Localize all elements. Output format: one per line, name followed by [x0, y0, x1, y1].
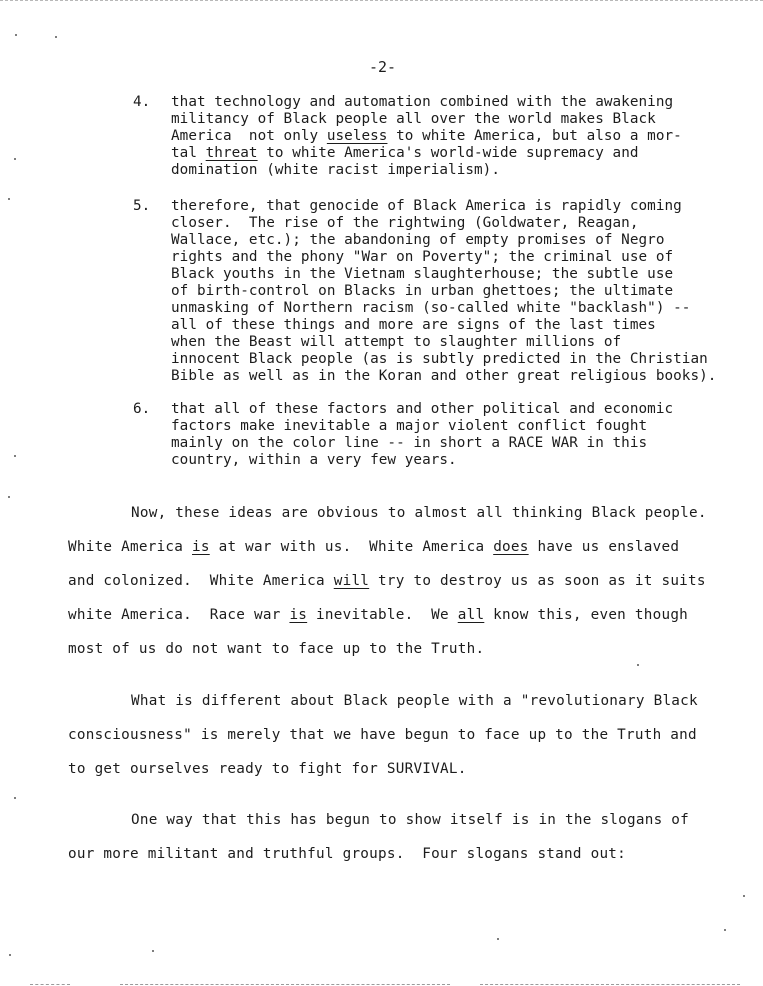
- scan-speck: [724, 929, 726, 931]
- underlined-word: all: [457, 607, 485, 623]
- text-line: mainly on the color line -- in short a RACE WAR in this: [171, 435, 648, 451]
- underlined-word: is: [289, 607, 308, 623]
- scan-speck: [14, 797, 16, 799]
- text-line: that all of these factors and other political and economic: [171, 401, 674, 417]
- text-line: tal threat to white America's world-wide supremacy and: [171, 145, 639, 161]
- underlined-word: is: [192, 539, 210, 555]
- scan-speck: [14, 158, 16, 160]
- item-number: 5.: [133, 198, 151, 214]
- text-line: White America is at war with us. White America does have us enslaved: [68, 539, 680, 555]
- scan-speck: [55, 36, 57, 38]
- text-line: to get ourselves ready to fight for SURVIVAL.: [68, 761, 467, 777]
- text-line: factors make inevitable a major violent conflict fought: [171, 418, 648, 434]
- scan-speck: [152, 950, 154, 952]
- text-line: America not only useless to white America, but also a mor-: [171, 128, 682, 144]
- text-line: unmasking of Northern racism (so-called white "backlash") --: [171, 300, 691, 316]
- text-line: innocent Black people (as is subtly predicted in the Christian: [171, 351, 708, 367]
- text-line: domination (white racist imperialism).: [171, 162, 500, 178]
- scan-speck: [9, 954, 11, 956]
- body-paragraph: [68, 684, 748, 786]
- underlined-word: does: [493, 539, 529, 555]
- page-bottom-edge: [480, 984, 740, 985]
- item-text: [171, 401, 673, 469]
- text-line: rights and the phony "War on Poverty"; the criminal use of: [171, 249, 674, 265]
- page-bottom-edge: [30, 984, 70, 985]
- item-text: [171, 198, 716, 385]
- text-line: of birth-control on Blacks in urban ghettoes; the ultimate: [171, 283, 674, 299]
- text-line: What is different about Black people with a "revolutionary Black: [131, 693, 698, 709]
- page-bottom-edge: [120, 984, 450, 985]
- text-line: closer. The rise of the rightwing (Goldwater, Reagan,: [171, 215, 639, 231]
- scan-speck: [8, 198, 10, 200]
- scan-speck: [637, 664, 639, 666]
- page-top-edge: [0, 0, 763, 1]
- text-line: One way that this has begun to show itself is in the slogans of: [131, 812, 690, 828]
- underlined-word: will: [333, 573, 370, 589]
- text-line: consciousness" is merely that we have begun to face up to the Truth and: [68, 727, 697, 743]
- body-paragraph: [68, 803, 748, 871]
- text-line: and colonized. White America will try to destroy us as soon as it suits: [68, 573, 706, 589]
- text-line: when the Beast will attempt to slaughter millions of: [171, 334, 622, 350]
- underlined-word: useless: [326, 128, 388, 144]
- body-paragraph: [68, 496, 748, 666]
- text-line: that technology and automation combined with the awakening: [171, 94, 674, 110]
- scan-speck: [15, 34, 17, 36]
- item-number: 4.: [133, 94, 151, 110]
- scan-speck: [743, 895, 745, 897]
- item-text: [171, 94, 682, 179]
- text-line: all of these things and more are signs of the last times: [171, 317, 656, 333]
- text-line: Wallace, etc.); the abandoning of empty promises of Negro: [171, 232, 665, 248]
- scan-speck: [497, 938, 499, 940]
- text-line: most of us do not want to face up to the Truth.: [68, 641, 485, 657]
- text-line: therefore, that genocide of Black America is rapidly coming: [171, 198, 682, 214]
- scan-speck: [8, 496, 10, 498]
- underlined-word: threat: [205, 145, 258, 161]
- text-line: militancy of Black people all over the world makes Black: [171, 111, 656, 127]
- scan-speck: [14, 455, 16, 457]
- text-line: our more militant and truthful groups. Four slogans stand out:: [68, 846, 627, 862]
- item-number: 6.: [133, 401, 151, 417]
- text-line: country, within a very few years.: [171, 452, 457, 468]
- page-number: -2-: [369, 58, 397, 76]
- text-line: Black youths in the Vietnam slaughterhouse; the subtle use: [171, 266, 674, 282]
- text-line: Bible as well as in the Koran and other great religious books).: [171, 368, 717, 384]
- text-line: white America. Race war is inevitable. We all know this, even though: [68, 607, 689, 623]
- text-line: Now, these ideas are obvious to almost all thinking Black people.: [131, 505, 707, 521]
